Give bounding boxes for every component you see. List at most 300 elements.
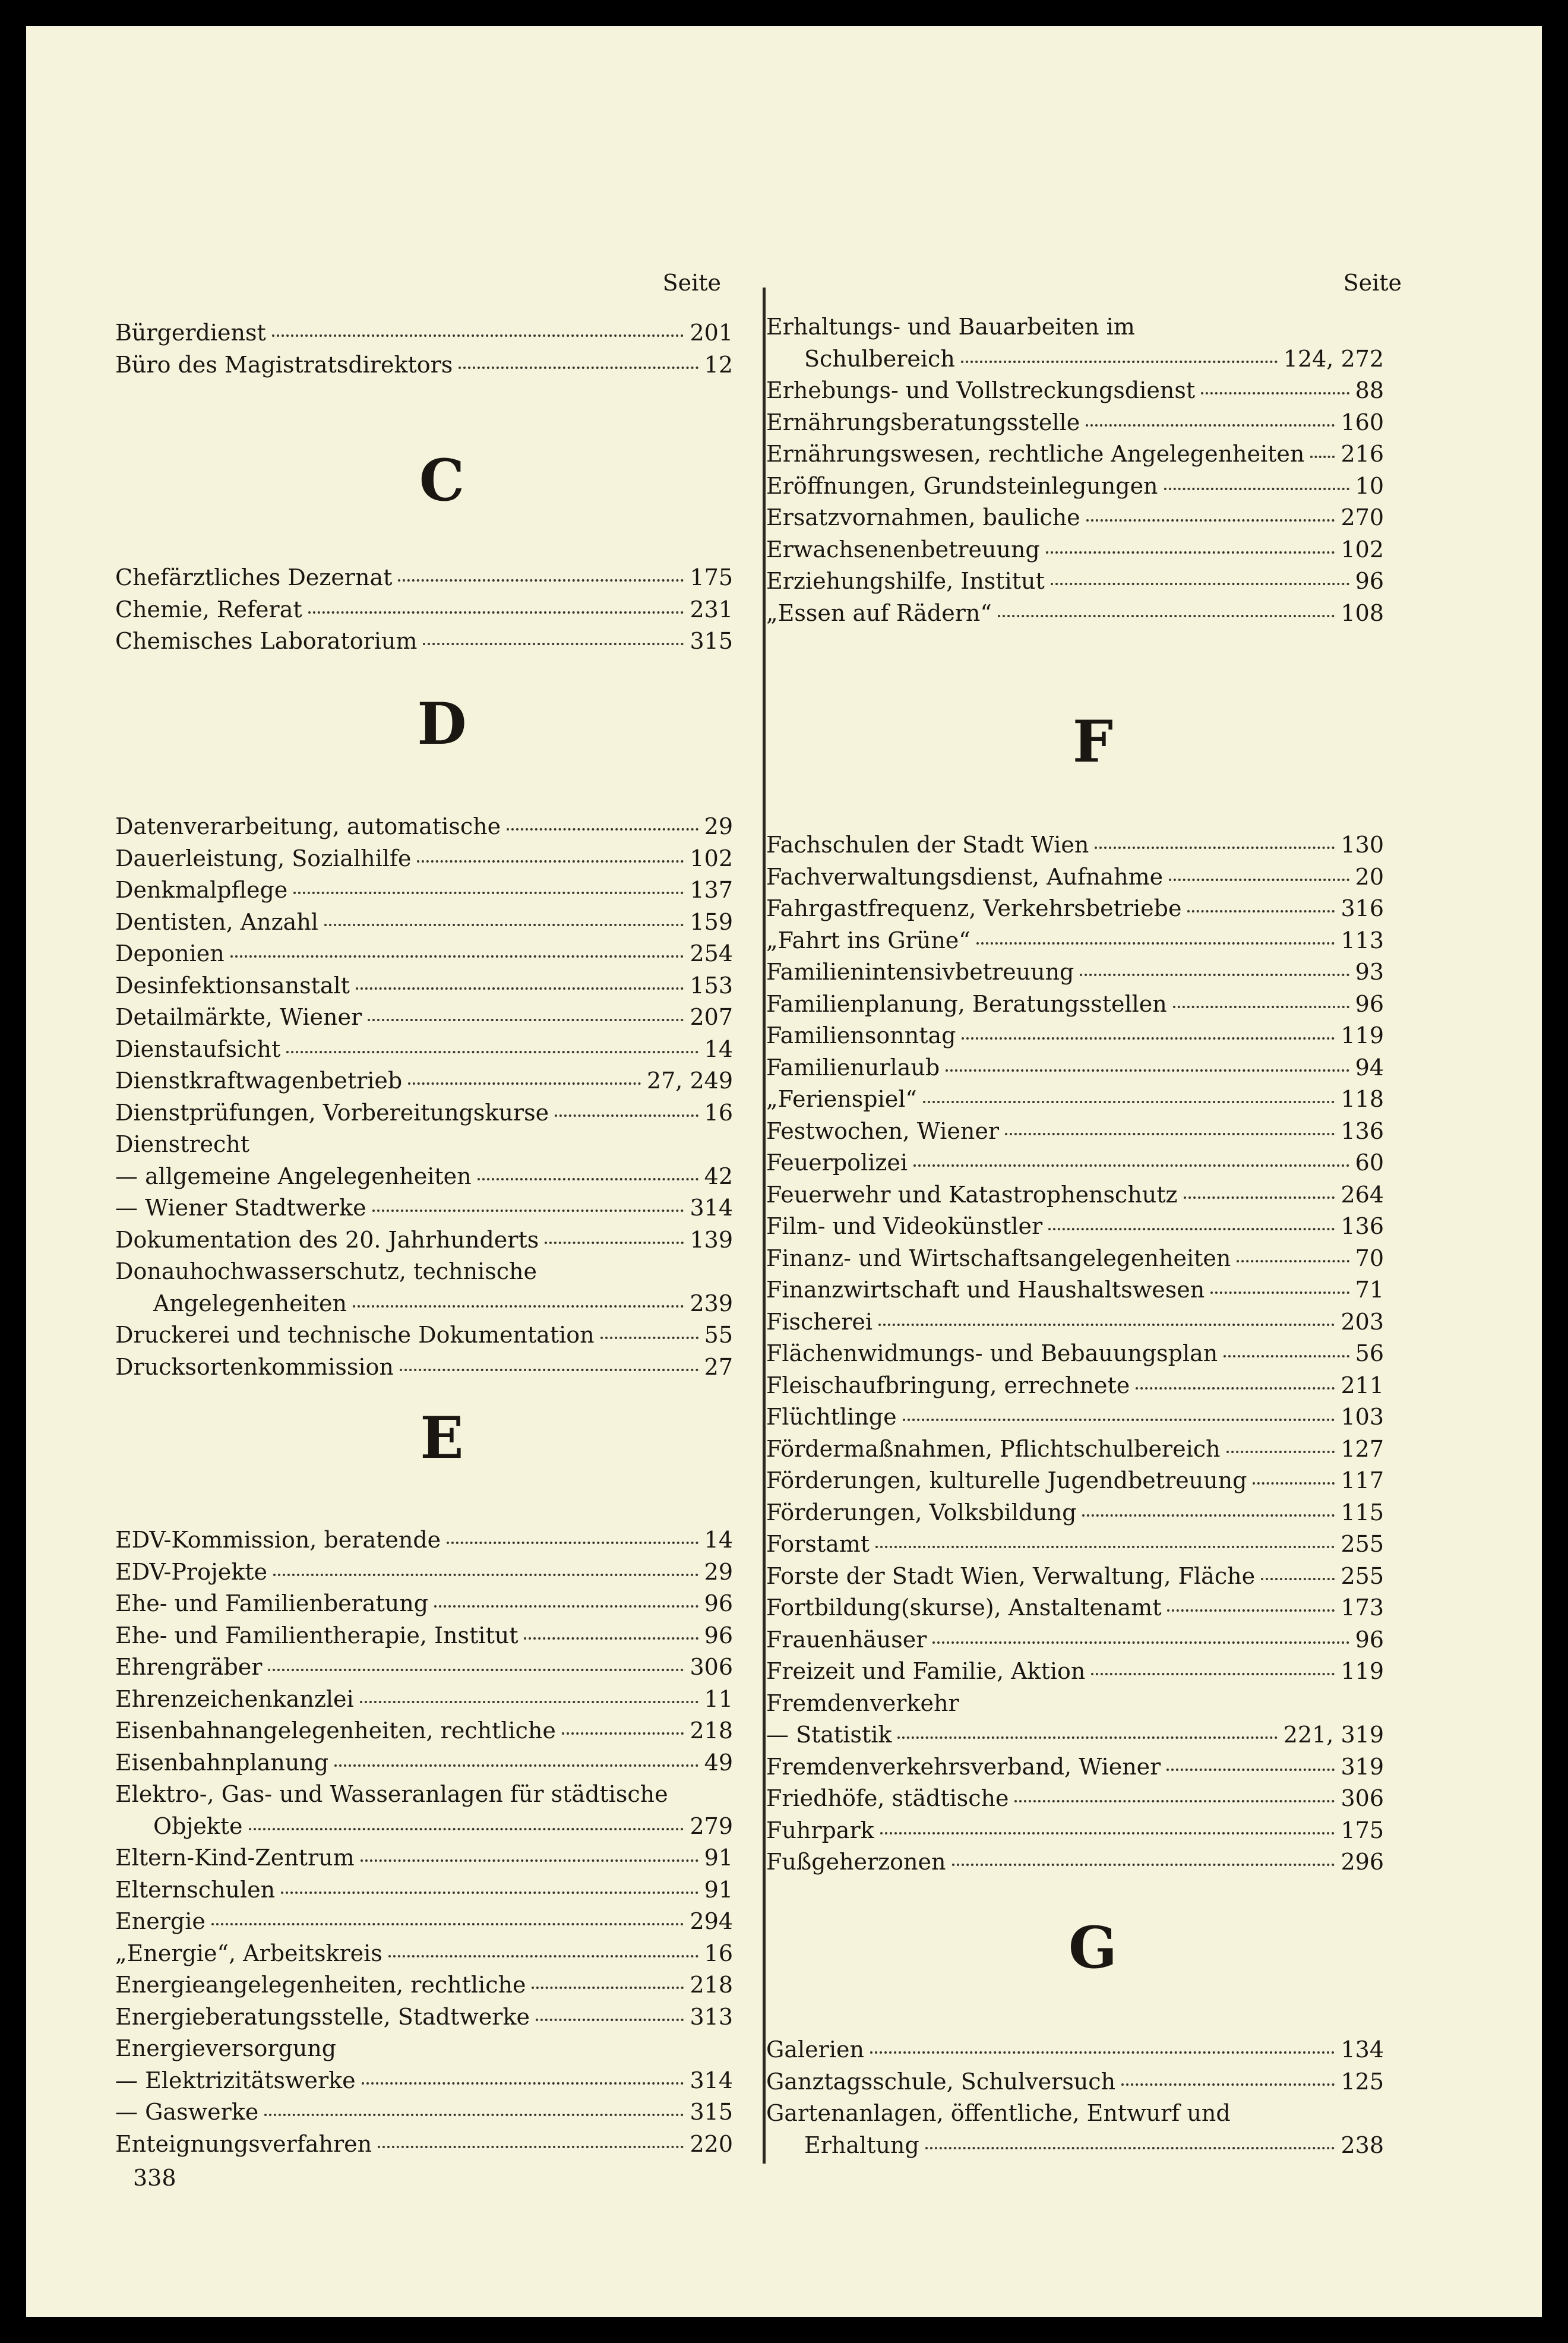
dot-leader xyxy=(211,1923,684,1925)
dot-leader xyxy=(962,1037,1335,1040)
index-entry xyxy=(766,1497,1384,1529)
entry-term: Fachschulen der Stadt Wien xyxy=(766,832,1089,858)
entry-page-ref: 136 xyxy=(1341,1117,1384,1144)
dot-leader xyxy=(1210,1292,1349,1294)
entry-term: Elektro-, Gas- und Wasseranlagen für städtische xyxy=(115,1781,668,1807)
entry-page-ref: 207 xyxy=(690,1004,733,1030)
entry-term: Energieversorgung xyxy=(115,2035,337,2061)
entry-page-ref: 96 xyxy=(1355,1626,1384,1653)
index-entry xyxy=(766,502,1384,534)
entry-page-ref: 125 xyxy=(1341,2068,1384,2095)
dot-leader xyxy=(434,1605,698,1608)
index-entry xyxy=(115,2096,733,2129)
entry-page-ref: 102 xyxy=(1341,536,1384,563)
entry-term: Galerien xyxy=(766,2036,864,2063)
dot-leader xyxy=(1169,879,1349,881)
entry-page-ref: 296 xyxy=(1341,1849,1384,1875)
entry-term: Förderungen, Volksbildung xyxy=(766,1499,1077,1526)
dot-leader xyxy=(1173,1006,1349,1008)
index-entry xyxy=(766,1561,1384,1593)
dot-leader xyxy=(360,1701,698,1703)
entry-term: Frauenhäuser xyxy=(766,1626,927,1653)
index-entry xyxy=(766,1116,1384,1148)
entry-term: Familienintensivbetreuung xyxy=(766,959,1074,985)
entry-page-ref: 14 xyxy=(704,1035,733,1062)
entry-term: Dienstprüfungen, Vorbereitungskurse xyxy=(115,1099,549,1126)
dot-leader xyxy=(1136,1387,1335,1390)
entry-page-ref: 319 xyxy=(1341,1753,1384,1780)
dot-leader xyxy=(230,955,684,958)
dot-leader xyxy=(998,615,1335,617)
dot-leader xyxy=(1164,488,1349,490)
entry-term: — Gaswerke xyxy=(115,2099,259,2125)
index-entry xyxy=(766,598,1384,630)
dot-leader xyxy=(1167,1609,1335,1612)
dot-leader xyxy=(1261,1578,1335,1580)
entry-term: Fördermaßnahmen, Pflichtschulbereich xyxy=(766,1435,1221,1462)
entry-page-ref: 270 xyxy=(1341,504,1384,531)
entry-page-ref: 315 xyxy=(690,2099,733,2125)
entry-term: Erhaltungs- und Bauarbeiten im xyxy=(766,314,1135,340)
dot-leader xyxy=(353,1305,684,1308)
entry-page-ref: 160 xyxy=(1341,409,1384,435)
entry-page-ref: 113 xyxy=(1341,927,1384,953)
index-entry xyxy=(766,1751,1384,1783)
entry-page-ref: 10 xyxy=(1355,472,1384,499)
index-entry xyxy=(766,1243,1384,1275)
entry-page-ref: 119 xyxy=(1341,1022,1384,1049)
dot-leader xyxy=(361,1859,698,1862)
index-entry xyxy=(115,2065,733,2097)
entry-term: Enteignungsverfahren xyxy=(115,2130,372,2157)
entry-page-ref: 93 xyxy=(1355,959,1384,985)
index-entry xyxy=(766,1624,1384,1656)
index-entry xyxy=(766,407,1384,439)
index-entry xyxy=(766,1529,1384,1561)
entry-page-ref: 91 xyxy=(704,1876,733,1903)
entry-term: Familiensonntag xyxy=(766,1022,956,1049)
dot-leader xyxy=(378,2146,684,2148)
dot-leader xyxy=(875,1546,1335,1548)
index-entry xyxy=(115,938,733,970)
index-entry xyxy=(115,1779,733,1811)
entry-page-ref: 221, 319 xyxy=(1283,1722,1384,1748)
dot-leader xyxy=(946,1069,1349,1072)
entry-term: — Elektrizitätswerke xyxy=(115,2067,356,2093)
entry-page-ref: 220 xyxy=(690,2130,733,2157)
entry-term: EDV-Projekte xyxy=(115,1558,267,1585)
entry-term: Denkmalpflege xyxy=(115,877,288,903)
index-entry xyxy=(766,375,1384,407)
dot-leader xyxy=(368,1019,684,1021)
entry-term: Druckerei und technische Dokumentation xyxy=(115,1322,595,1348)
entry-term: Dokumentation des 20. Jahrhunderts xyxy=(115,1226,539,1253)
index-entry xyxy=(766,1274,1384,1306)
entry-term: Chemie, Referat xyxy=(115,596,302,623)
entry-page-ref: 119 xyxy=(1341,1658,1384,1684)
entry-term: — Statistik xyxy=(766,1722,892,1748)
entry-term: Ehrengräber xyxy=(115,1654,263,1680)
entry-page-ref: 203 xyxy=(1341,1308,1384,1335)
index-entry xyxy=(766,1179,1384,1211)
entry-term: Eisenbahnangelegenheiten, rechtliche xyxy=(115,1717,556,1744)
entry-page-ref: 115 xyxy=(1341,1499,1384,1526)
index-entry xyxy=(766,2066,1384,2098)
entry-term: Flüchtlinge xyxy=(766,1404,897,1430)
entry-page-ref: 49 xyxy=(704,1749,733,1776)
entry-page-ref: 264 xyxy=(1341,1181,1384,1208)
entry-term: Erhebungs- und Vollstreckungsdienst xyxy=(766,377,1196,403)
entry-term: Desinfektionsanstalt xyxy=(115,972,350,999)
entry-page-ref: 11 xyxy=(704,1685,733,1712)
dot-leader xyxy=(536,2019,684,2021)
entry-term: Angelegenheiten xyxy=(153,1290,347,1316)
entry-term: Festwochen, Wiener xyxy=(766,1117,999,1144)
entry-term: — allgemeine Angelegenheiten xyxy=(115,1163,472,1189)
entry-page-ref: 306 xyxy=(690,1654,733,1680)
column-divider xyxy=(763,288,766,2164)
right-top-entries xyxy=(766,311,1384,629)
entry-term: Donauhochwasserschutz, technische xyxy=(115,1258,537,1284)
entry-term: Fuhrpark xyxy=(766,1817,874,1843)
left-top-entries xyxy=(115,317,733,381)
entry-term: Erhaltung xyxy=(804,2132,919,2158)
dot-leader xyxy=(1184,1196,1335,1199)
entry-page-ref: 70 xyxy=(1355,1245,1384,1271)
index-entry xyxy=(115,317,733,349)
dot-leader xyxy=(600,1337,698,1339)
entry-term: Eröffnungen, Grundsteinlegungen xyxy=(766,472,1158,499)
entry-page-ref: 14 xyxy=(704,1527,733,1553)
entry-term: Fahrgastfrequenz, Verkehrsbetriebe xyxy=(766,895,1182,921)
index-entry xyxy=(766,1592,1384,1624)
section-c xyxy=(115,448,733,658)
index-entry xyxy=(115,1002,733,1034)
index-entry xyxy=(115,1288,733,1320)
entry-term: Dienstrecht xyxy=(115,1131,250,1157)
index-entry xyxy=(766,1401,1384,1433)
index-entry xyxy=(115,1034,733,1066)
index-entry xyxy=(115,1620,733,1652)
dot-leader xyxy=(273,1574,698,1576)
index-entry xyxy=(115,811,733,843)
page-number: 338 xyxy=(133,2165,176,2191)
entry-term: Schulbereich xyxy=(804,345,955,372)
entry-term: „Fahrt ins Grüne“ xyxy=(766,927,970,953)
index-entry xyxy=(115,1811,733,1843)
index-entry xyxy=(766,956,1384,989)
entry-term: Forstamt xyxy=(766,1531,870,1557)
entry-term: Objekte xyxy=(153,1812,243,1839)
index-entry xyxy=(115,2129,733,2161)
dot-leader xyxy=(286,1051,698,1053)
index-entry xyxy=(115,1842,733,1874)
dot-leader xyxy=(388,1955,698,1957)
entry-page-ref: 306 xyxy=(1341,1785,1384,1811)
section-letter: D xyxy=(417,690,467,757)
dot-leader xyxy=(249,1828,684,1830)
entry-term: Ehrenzeichenkanzlei xyxy=(115,1685,354,1712)
entry-page-ref: 96 xyxy=(704,1622,733,1649)
entry-page-ref: 94 xyxy=(1355,1054,1384,1081)
entry-page-ref: 218 xyxy=(690,1717,733,1744)
entry-term: „Ferienspiel“ xyxy=(766,1086,917,1112)
index-entry xyxy=(766,1656,1384,1688)
entry-term: Deponien xyxy=(115,940,225,967)
index-entry xyxy=(115,1256,733,1288)
seite-header-right: Seite xyxy=(1343,270,1402,296)
index-entry xyxy=(115,1652,733,1684)
entry-page-ref: 16 xyxy=(704,1940,733,1966)
entry-page-ref: 279 xyxy=(690,1812,733,1839)
index-entry xyxy=(115,1906,733,1938)
entry-term: Dauerleistung, Sozialhilfe xyxy=(115,845,412,871)
index-entry xyxy=(766,1020,1384,1052)
dot-leader xyxy=(1086,519,1335,522)
entry-page-ref: 117 xyxy=(1341,1467,1384,1493)
index-entry xyxy=(766,1338,1384,1370)
entry-term: Forste der Stadt Wien, Verwaltung, Fläche xyxy=(766,1562,1256,1589)
entry-term: — Wiener Stadtwerke xyxy=(115,1195,366,1221)
entry-page-ref: 137 xyxy=(690,877,733,903)
entry-term: Bürgerdienst xyxy=(115,320,266,346)
entry-page-ref: 175 xyxy=(1341,1817,1384,1843)
entry-page-ref: 316 xyxy=(1341,895,1384,921)
entry-page-ref: 159 xyxy=(690,908,733,935)
dot-leader xyxy=(324,924,684,926)
index-entry xyxy=(115,1161,733,1193)
entry-term: Fremdenverkehrsverband, Wiener xyxy=(766,1753,1161,1780)
section-letter: G xyxy=(1068,1914,1117,1981)
entry-page-ref: 118 xyxy=(1341,1086,1384,1112)
dot-leader xyxy=(878,1324,1335,1326)
index-entry xyxy=(766,1433,1384,1466)
dot-leader xyxy=(1166,1769,1335,1771)
dot-leader xyxy=(913,1164,1349,1167)
dot-leader xyxy=(423,643,684,645)
section-letter: E xyxy=(420,1404,464,1472)
dot-leader xyxy=(1082,1514,1335,1517)
index-entry xyxy=(766,989,1384,1021)
dot-leader xyxy=(524,1637,698,1640)
dot-leader xyxy=(961,361,1278,363)
dot-leader xyxy=(400,1369,698,1371)
entry-term: Flächenwidmungs- und Bebauungsplan xyxy=(766,1340,1218,1366)
entry-term: Fischerei xyxy=(766,1308,873,1335)
entry-page-ref: 56 xyxy=(1355,1340,1384,1366)
entry-page-ref: 173 xyxy=(1341,1594,1384,1621)
dot-leader xyxy=(408,1082,641,1085)
section-f xyxy=(766,709,1384,1878)
section-e xyxy=(115,1406,733,2160)
dot-leader xyxy=(562,1732,684,1735)
index-entry xyxy=(115,1065,733,1097)
entry-page-ref: 216 xyxy=(1341,441,1384,467)
entry-page-ref: 55 xyxy=(704,1322,733,1348)
entry-term: Energieberatungsstelle, Stadtwerke xyxy=(115,2003,530,2030)
dot-leader xyxy=(1201,392,1349,394)
entry-page-ref: 96 xyxy=(704,1590,733,1616)
entry-term: Drucksortenkommission xyxy=(115,1353,394,1380)
entry-term: Ehe- und Familientherapie, Institut xyxy=(115,1622,519,1649)
dot-leader xyxy=(1226,1451,1335,1453)
index-entry xyxy=(766,893,1384,925)
dot-leader xyxy=(1014,1800,1335,1802)
index-entry xyxy=(115,1715,733,1747)
entry-page-ref: 314 xyxy=(690,1195,733,1221)
entry-term: Gartenanlagen, öffentliche, Entwurf und xyxy=(766,2100,1231,2126)
entry-page-ref: 103 xyxy=(1341,1404,1384,1430)
dot-leader xyxy=(1253,1482,1335,1485)
entry-page-ref: 201 xyxy=(690,320,733,346)
entry-term: Fortbildung(skurse), Anstaltenamt xyxy=(766,1594,1162,1621)
index-entry xyxy=(115,1129,733,1161)
index-entry xyxy=(766,2098,1384,2130)
entry-term: Chefärztliches Dezernat xyxy=(115,564,393,591)
dot-leader xyxy=(1310,456,1335,458)
index-entry xyxy=(766,566,1384,598)
index-entry xyxy=(115,594,733,626)
entry-term: Eltern-Kind-Zentrum xyxy=(115,1845,355,1871)
entry-page-ref: 313 xyxy=(690,2003,733,2030)
entry-page-ref: 134 xyxy=(1341,2036,1384,2063)
dot-leader xyxy=(1005,1133,1335,1135)
entry-term: Feuerwehr und Katastrophenschutz xyxy=(766,1181,1178,1208)
index-entry xyxy=(115,1969,733,2001)
entry-term: Fußgeherzonen xyxy=(766,1849,946,1875)
entry-page-ref: 96 xyxy=(1355,568,1384,594)
entry-page-ref: 127 xyxy=(1341,1435,1384,1462)
section-f-entries xyxy=(766,829,1384,1878)
dot-leader xyxy=(1095,847,1335,849)
index-entry xyxy=(115,1874,733,1906)
entry-term: Ernährungsberatungsstelle xyxy=(766,409,1080,435)
index-entry xyxy=(766,534,1384,566)
dot-leader xyxy=(1187,910,1335,912)
index-entry xyxy=(766,861,1384,893)
index-entry xyxy=(115,874,733,907)
entry-page-ref: 315 xyxy=(690,628,733,654)
entry-page-ref: 130 xyxy=(1341,832,1384,858)
dot-leader xyxy=(870,2051,1335,2054)
index-entry xyxy=(766,1147,1384,1179)
index-entry xyxy=(115,1352,733,1384)
entry-term: Erwachsenenbetreuung xyxy=(766,536,1040,563)
dot-leader xyxy=(1048,1228,1335,1230)
index-entry xyxy=(766,2130,1384,2162)
dot-leader xyxy=(268,1669,684,1671)
index-entry xyxy=(115,1588,733,1620)
entry-term: Fleischaufbringung, errechnete xyxy=(766,1372,1130,1398)
entry-term: Friedhöfe, städtische xyxy=(766,1785,1009,1811)
entry-term: „Energie“, Arbeitskreis xyxy=(115,1940,382,1966)
entry-term: Ernährungswesen, rechtliche Angelegenheiten xyxy=(766,441,1305,467)
index-entry xyxy=(115,843,733,875)
dot-leader xyxy=(293,892,684,894)
section-c-entries xyxy=(115,562,733,658)
dot-leader xyxy=(372,1210,684,1212)
section-letter: C xyxy=(419,447,465,514)
index-entry xyxy=(115,1556,733,1589)
index-entry xyxy=(766,1052,1384,1084)
entry-page-ref: 20 xyxy=(1355,863,1384,890)
entry-page-ref: 42 xyxy=(704,1163,733,1189)
dot-leader xyxy=(1121,2083,1335,2086)
entry-page-ref: 294 xyxy=(690,1908,733,1934)
entry-page-ref: 255 xyxy=(1341,1531,1384,1557)
index-entry xyxy=(766,343,1384,375)
dot-leader xyxy=(1080,974,1349,976)
index-entry xyxy=(766,438,1384,471)
dot-leader xyxy=(952,1864,1335,1866)
entry-term: Familienplanung, Beratungsstellen xyxy=(766,990,1167,1017)
entry-term: Freizeit und Familie, Aktion xyxy=(766,1658,1086,1684)
index-entry xyxy=(766,1465,1384,1497)
entry-page-ref: 139 xyxy=(690,1226,733,1253)
index-entry xyxy=(115,626,733,658)
entry-page-ref: 124, 272 xyxy=(1283,345,1384,372)
entry-term: „Essen auf Rädern“ xyxy=(766,599,992,626)
dot-leader xyxy=(925,2147,1335,2149)
dot-leader xyxy=(932,1641,1349,1644)
index-entry xyxy=(766,311,1384,343)
entry-page-ref: 71 xyxy=(1355,1277,1384,1303)
entry-term: Dienstkraftwagenbetrieb xyxy=(115,1068,403,1094)
entry-term: Elternschulen xyxy=(115,1876,276,1903)
entry-term: Finanzwirtschaft und Haushaltswesen xyxy=(766,1277,1205,1303)
entry-page-ref: 254 xyxy=(690,940,733,967)
index-entry xyxy=(766,925,1384,957)
section-g xyxy=(766,1915,1384,2161)
entry-page-ref: 102 xyxy=(690,845,733,871)
entry-page-ref: 27 xyxy=(704,1353,733,1380)
index-entry xyxy=(115,1224,733,1256)
entry-term: Ersatzvornahmen, bauliche xyxy=(766,504,1080,531)
entry-page-ref: 314 xyxy=(690,2067,733,2093)
entry-page-ref: 153 xyxy=(690,972,733,999)
index-entry xyxy=(766,1688,1384,1720)
entry-term: Eisenbahnplanung xyxy=(115,1749,329,1776)
dot-leader xyxy=(1046,551,1335,554)
dot-leader xyxy=(903,1419,1335,1421)
entry-page-ref: 211 xyxy=(1341,1372,1384,1398)
dot-leader xyxy=(272,334,684,337)
entry-term: Feuerpolizei xyxy=(766,1150,908,1176)
entry-page-ref: 108 xyxy=(1341,599,1384,626)
index-entry xyxy=(115,1192,733,1224)
dot-leader xyxy=(356,987,684,990)
entry-term: Film- und Videokünstler xyxy=(766,1213,1043,1239)
entry-term: Chemisches Laboratorium xyxy=(115,628,418,654)
dot-leader xyxy=(264,2114,684,2116)
index-entry xyxy=(766,1783,1384,1815)
entry-page-ref: 12 xyxy=(704,351,733,378)
index-entry xyxy=(766,1084,1384,1116)
entry-term: Datenverarbeitung, automatische xyxy=(115,813,501,839)
entry-term: Energieangelegenheiten, rechtliche xyxy=(115,1972,526,1998)
index-entry xyxy=(766,1815,1384,1847)
entry-term: Förderungen, kulturelle Jugendbetreuung xyxy=(766,1467,1247,1493)
entry-term: Energie xyxy=(115,1908,206,1934)
entry-term: Ehe- und Familienberatung xyxy=(115,1590,429,1616)
index-entry xyxy=(766,2034,1384,2066)
entry-page-ref: 96 xyxy=(1355,990,1384,1017)
entry-page-ref: 175 xyxy=(690,564,733,591)
index-entry xyxy=(766,1211,1384,1243)
index-entry xyxy=(115,2001,733,2033)
dot-leader xyxy=(398,579,684,582)
dot-leader xyxy=(507,828,698,831)
